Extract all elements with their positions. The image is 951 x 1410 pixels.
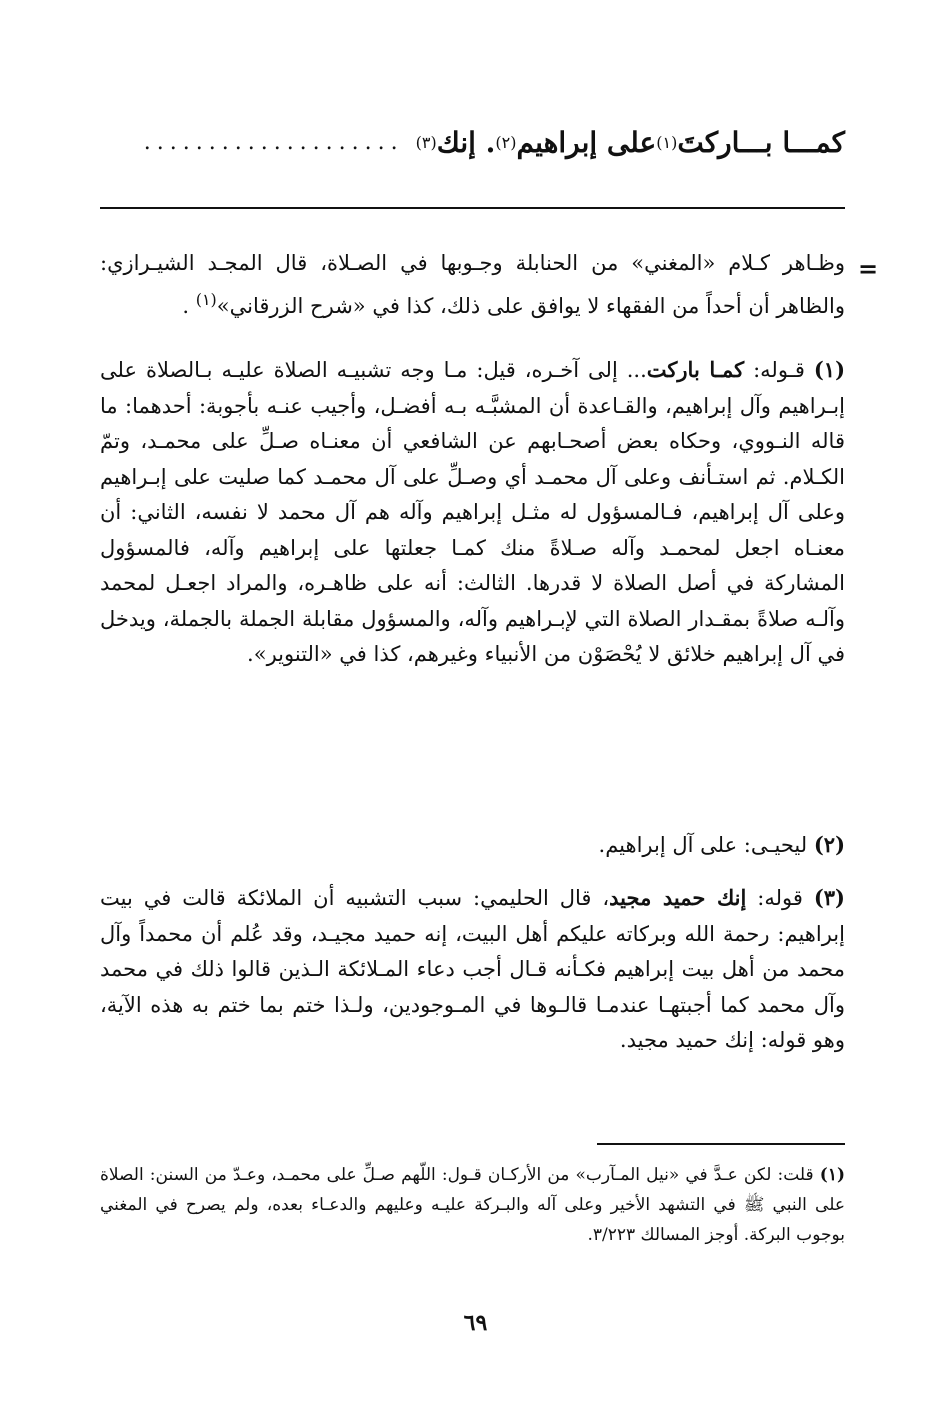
note-number: (٣) [813, 885, 845, 910]
matn-line [100, 118, 845, 166]
note-body: ليحيـى: على آل إبراهيم. [598, 833, 808, 857]
footnote-number: (١) [819, 1165, 846, 1185]
continuation-paragraph [100, 246, 845, 324]
footnote [100, 1160, 845, 1250]
note-lead: قوله: [746, 886, 803, 910]
note-number: (١) [813, 357, 845, 382]
footnote-rule [597, 1143, 845, 1145]
page-number: ٦٩ [463, 1310, 488, 1336]
separator-rule [100, 207, 845, 209]
matn-text-2: على إبراهيم [516, 125, 657, 159]
matn-text-3: . إنك [436, 125, 496, 159]
commentary-note-3 [100, 880, 845, 1059]
note-body: ، قال الحليمي: سبب التشبيه أن الملائكة قالت في بيت إبراهيم: رحمة الله وبركاته عليكم أهل البيت، إنه حميد مجيـد، وقد عُلم أن محمداً وآل محمد من أهل بيت إبراهيم فكـأنه قـال أجب دعاء المـلائكة الـذين قالوا ذلك في محمد وآل محمد كما أجبتهـا عندمـا قالـوها في المـوجودين، ولـذا ختم بما ختم به هذه الآية، وهو قوله: إنك حميد مجيد. [100, 886, 845, 1052]
note-body: ... إلى آخـره، قيل: مـا وجه تشبيـه الصلاة عليـه بـالصلاة على إبـراهيم وآل إبراهيم، والقـاعدة أن المشبَّـه بـه أفضـل، وأجيب عنـه بأجوبة: أحدهما: ما قاله النـووي، وحكاه بعض أصحـابهم عن الشافعي أن معنـاه صـلِّ على محمـد، وتمّ الكـلام. ثم استـأنف وعلى آل محمـد أي وصـلِّ على آل محمـد كما صليت على إبـراهيم وعلى آل إبراهيم، فـالمسؤول له مثـل إبراهيم وآله هم آل محمد لا نفسه، الثاني: أن معنـاه اجعل لمحمـد وآله صـلاةً منك كمـا جعلتها على إبراهيم وآله، فالمسؤول المشاركة في أصل الصلاة لا قدرها. الثالث: أنه على ظاهـره، والمراد اجعـل لمحمد وآلـه صلاةً بمقـدار الصلاة التي لإبـراهيم وآله، والمسؤول مقابلة الجملة بالجملة، ويدخل في آل إبراهيم خلائق لا يُحْصَوْن من الأنبياء وغيرهم، كذا في «التنوير». [100, 358, 845, 666]
note-lemma: كمـا باركت [646, 357, 745, 382]
note-lead: قـوله: [744, 358, 805, 382]
footnote-text: قلت: لكن عـدَّ في «نيل المـآرب» من الأركـان قـول: اللّهم صـلِّ على محمـد، وعـدّ من السنن: الصلاة على النبي ﷺ في التشهد الأخير وعلى آله والبـركة عليـه وعليهم والدعـاء بعده، ولم يصرح في المغني بوجوب البركة. أوجز المسالك ٣/٢٢٣. [100, 1165, 845, 1245]
continuation-text: وظـاهر كـلام «المغني» من الحنابلة وجـوبها في الصـلاة، قال المجـد الشيـرازي: والظاهر أن أحداً من الفقهاء لا يوافق على ذلك، كذا في «شرح الزرقاني» [100, 251, 845, 318]
matn-dots: .................... [143, 129, 404, 155]
note-lemma: إنك حميد مجيد [609, 885, 747, 910]
commentary-note-2 [100, 827, 845, 864]
continuation-mark: = [858, 254, 879, 283]
matn-ref-1: (١) [656, 132, 678, 152]
matn-ref-2: (٢) [495, 132, 517, 152]
note-number: (٢) [813, 832, 845, 857]
commentary-note-1 [100, 352, 845, 673]
continuation-ref: (١) [195, 289, 217, 309]
matn-text-1: كمـــا بـــاركتَ [677, 125, 845, 159]
continuation-end: . [182, 293, 196, 318]
matn-ref-3: (٣) [415, 132, 437, 152]
